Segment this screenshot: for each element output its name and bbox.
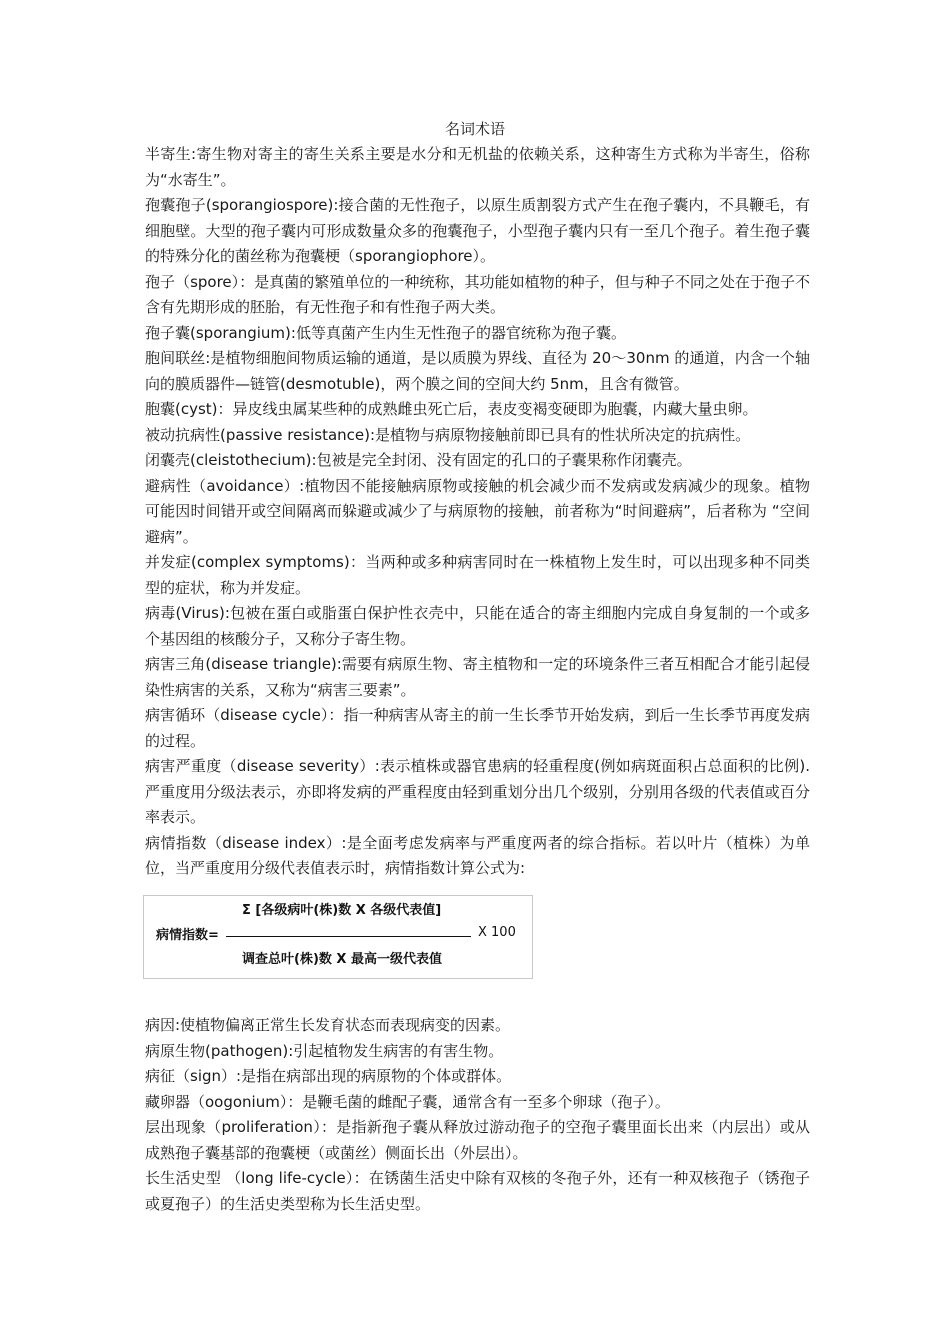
- glossary-entry: 胞囊(cyst)：异皮线虫属某些种的成熟雌虫死亡后，表皮变褐变硬即为胞囊，内藏大量虫卵。: [145, 400, 758, 418]
- glossary-entry: 层出现象（proliferation）：是指新孢子囊从释放过游动孢子的空孢子囊里面长出来（内层出）或从成熟孢子囊基部的孢囊梗（或菌丝）侧面长出（外层出）。: [145, 1118, 810, 1162]
- glossary-entry: 病征（sign）:是指在病部出现的病原物的个体或群体。: [145, 1067, 512, 1085]
- glossary-entry: 病毒(Virus):包被在蛋白或脂蛋白保护性衣壳中，只能在适合的寄主细胞内完成自身复制的一个或多个基因组的核酸分子，又称分子寄生物。: [145, 604, 810, 648]
- glossary-entry: 病原生物(pathogen):引起植物发生病害的有害生物。: [145, 1041, 504, 1060]
- formula-label: 病情指数=: [156, 928, 219, 943]
- glossary-entries-top: [145, 142, 810, 882]
- glossary-entry: 避病性（avoidance）:植物因不能接触病原物或接触的机会减少而不发病或发病减少的现象。植物可能因时间错开或空间隔离而躲避或减少了与病原物的接触，前者称为“时间避病”，后者称为 “空间避病”。: [145, 476, 810, 546]
- glossary-entries-bottom: [145, 1013, 810, 1217]
- glossary-entry: 胞间联丝:是植物细胞间物质运输的通道，是以质膜为界线、直径为 20～30nm 的通道，内含一个轴向的膜质器件—链管(desmotuble)，两个膜之间的空间大约 5nm，且含有微管。: [145, 349, 810, 393]
- glossary-entry: 藏卵器（oogonium）：是鞭毛菌的雌配子囊，通常含有一至多个卵球（孢子）。: [145, 1092, 670, 1111]
- glossary-entry: 被动抗病性(passive resistance):是植物与病原物接触前即已具有的性状所决定的抗病性。: [145, 425, 751, 444]
- glossary-entry: 孢子囊(sporangium):低等真菌产生内生无性孢子的器官统称为孢子囊。: [145, 323, 626, 342]
- glossary-entry: 长生活史型 （long life-cycle）：在锈菌生活史中除有双核的冬孢子外，还有一种双核孢子（锈孢子或夏孢子）的生活史类型称为长生活史型。: [145, 1169, 810, 1213]
- glossary-entry: 病情指数（disease index）:是全面考虑发病率与严重度两者的综合指标。若以叶片（植株）为单位，当严重度用分级代表值表示时，病情指数计算公式为:: [145, 833, 810, 877]
- glossary-entry: 病因:使植物偏离正常生长发育状态而表现病变的因素。: [145, 1016, 511, 1034]
- glossary-entry: 半寄生:寄生物对寄主的寄生关系主要是水分和无机盐的依赖关系，这种寄生方式称为半寄生，俗称为“水寄生”。: [145, 145, 810, 189]
- page-title: 名词术语: [444, 120, 505, 138]
- disease-index-formula: [143, 895, 533, 979]
- formula-numerator: Σ [各级病叶(株)数 X 各级代表值]: [242, 903, 442, 918]
- glossary-entry: 孢囊孢子(sporangiospore):接合菌的无性孢子，以原生质割裂方式产生在孢子囊内，不具鞭毛，有细胞壁。大型的孢子囊内可形成数量众多的孢囊孢子，小型孢子囊内只有一至几个孢子。着生孢子囊的特殊分化的菌丝称为孢囊梗（sporangiophore）。: [145, 196, 810, 265]
- glossary-entry: 病害循环（disease cycle）：指一种病害从寄主的前一生长季节开始发病，到后一生长季节再度发病的过程。: [145, 706, 810, 750]
- glossary-entry: 闭囊壳(cleistothecium):包被是完全封闭、没有固定的孔口的子囊果称作闭囊壳。: [145, 451, 692, 469]
- glossary-entry: 病害严重度（disease severity）:表示植株或器官患病的轻重程度(例如病斑面积占总面积的比例).严重度用分级法表示，亦即将发病的严重程度由轻到重划分出几个级别，分别用各级的代表值或百分率表示。: [145, 757, 810, 826]
- glossary-entry: 病害三角(disease triangle):需要有病原生物、寄主植物和一定的环境条件三者互相配合才能引起侵染性病害的关系，又称为“病害三要素”。: [145, 655, 810, 699]
- formula-denominator: 调查总叶(株)数 X 最高一级代表值: [242, 952, 442, 967]
- formula-multiplier: X 100: [478, 925, 516, 940]
- fraction-bar: [226, 936, 471, 937]
- glossary-entry: 孢子（spore）：是真菌的繁殖单位的一种统称，其功能如植物的种子，但与种子不同之处在于孢子不含有先期形成的胚胎，有无性孢子和有性孢子两大类。: [145, 272, 810, 316]
- glossary-entry: 并发症(complex symptoms)：当两种或多种病害同时在一株植物上发生时，可以出现多种不同类型的症状，称为并发症。: [145, 553, 810, 597]
